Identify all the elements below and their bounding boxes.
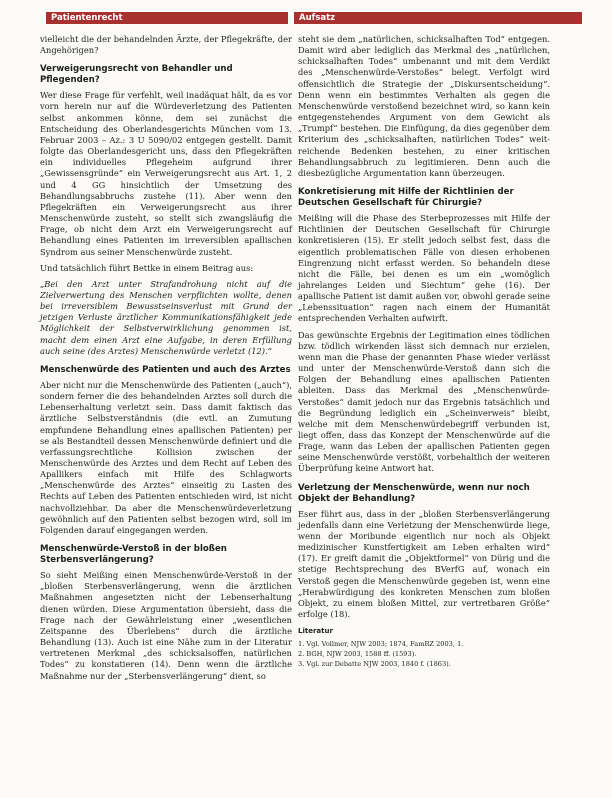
paragraph: Aber nicht nur die Menschenwürde des Patienten („auch“), sondern ferner die des behandelnden Arztes soll durch die Lebenserhaltung verletzt sein. Dass damit faktisch das ärztliche Selbstverständnis (die evtl. an Zumutung empfundene Behandlung eines apallischen Patienten) per se als Bestandteil dessen Menschenwürde definiert und die verfassungsrechtliche Kollision zwischen der Menschenwürde des Arztes und dem Recht auf Leben des Apallikers einfach mit Hilfe des Schlagworts „Menschenwürde des Arztes“ einseitig zu Lasten des Rechts auf Leben des Patienten entschieden wird, ist nicht nachvollziehbar. Da aber die Menschenwürdeverletzung gewöhnlich auf den Patienten selbst bezogen wird, soll im Folgenden darauf eingegangen werden. [40,379,292,535]
literature-list [298,640,550,669]
right-column [298,34,550,670]
section-heading: Verletzung der Menschenwürde, wenn nur noch Objekt der Behandlung? [298,482,530,504]
literature-item: 1. Vgl. Vollmer, NJW 2003; 1874, FamRZ 2003, 1. [298,640,464,649]
paragraph: Und tatsächlich führt Bettke in einem Beitrag aus: [40,262,254,273]
right-intro: steht sie dem „natürlichen, schicksalhaften Tod“ entgegen. Damit wird aber lediglich das Merkmal des „natürlichen, schicksalhaften Todes“ umbenannt und mit dem Verdikt des „Menschenwürde-Verstoßes“ belegt. Verfolgt wird offensichtlich die Strategie der „Diskursentscheidung“. Denn wenn ein bestimmtes Verhalten als gegen die Menschenwürde verstoßend bezeichnet wird, so kann kein entgegenstehendes Argument von dem Gewicht als „Trumpf“ bestehen. Die Einfügung, da dies gegenüber dem Kriterium des „schicksalhaften, natürlichen Todes“ weit-reichende Bedenken bestehen, zu einer kritischen Behandlungsabbruch zu legitimieren. Denn auch die diesbezügliche Argumentation kann überzeugen. [298,34,550,178]
category-bar [294,12,582,24]
block-quote: „Bei den Arzt unter Strafandrohung nicht auf die Zielverwertung des Menschen verpflichten wollte, denen bei irreversiblem Bewusstseinsverlust mit Grund der jetzigen Verluste ärztlicher Kommunikationsfähigkeit jede Möglichkeit der Selbstverwirklichung genommen ist, macht dem einen Arzt eine Aufgabe, in deren Erfüllung auch seine (des Arztes) Menschenwürde verletzt (12).“ [40,278,292,356]
left-intro: vielleicht die der behandelnden Ärzte, der Pflegekräfte, der Angehörigen? [40,34,292,56]
paragraph: Eser führt aus, dass in der „bloßen Sterbensverlängerung jedenfalls dann eine Verletzung der Menschenwürde liege, wenn der Moribunde eigentlich nur noch als Objekt medizinischer Kunstfertigkeit am Leben erhalten wird“ (17). Er greift damit die „Objektformel“ von Dürig und die stetige Rechtsprechung des BVerfG auf, wonach ein Verstoß gegen die Menschenwürde gegeben ist, wenn eine „Herabwürdigung des konkreten Menschen zum bloßen Objekt, zu einem bloßen Mittel, zur vertretbaren Größe“ erfolge (18). [298,508,550,620]
left-column [40,34,292,687]
section-heading: Konkretisierung mit Hilfe der Richtlinien der Deutschen Gesellschaft für Chirurgie? [298,187,514,209]
page-header [46,10,582,28]
section-heading: Verweigerungsrecht von Behandler und Pflegenden? [40,64,233,86]
section-heading: Menschenwürde des Patienten und auch des Arztes [40,364,291,375]
section-heading: Menschenwürde-Verstoß in der bloßen Sterbensverlängerung? [40,544,227,566]
paragraph: Meißing will die Phase des Sterbeprozesses mit Hilfe der Richtlinien der Deutschen Gesellschaft für Chirurgie konkretisieren (15). Er stellt jedoch selbst fest, dass die eigentlich problematischen Fälle von diesen erhobenen Eingrenzung nicht erfasst werden. So behandeln diese nicht die Fälle, bei denen es um ein „womöglich jahrelanges Leiden und Siechtum“ gehe (16). Der apallische Patient ist damit außen vor, obwohl gerade seine „Lebenssituation“ ragen nach einem der Humanität entsprechenden Verhalten aufwirft. [298,213,550,324]
literature-item: 3. Vgl. zur Debatte NJW 2003, 1840 f. (1863). [298,659,451,668]
paragraph: Das gewünschte Ergebnis der Legitimation eines tödlichen bzw. tödlich wirkenden lässt sich demnach nur erzielen, wenn man die Phase der genannten Phase wieder verlässt und unter der Menschenwürde-Verstoß dann sich die Folgen der Behandlung eines apallischen Patienten ableiten. Dass das Merkmal des „Menschenwürde-Verstoßes“ damit jedoch nur das Ergebnis tatsächlich und die Begründung lediglich ein „Scheinverweis“ bleibt, welche mit dem Menschenwürdebegriff verbunden ist, liegt offen, dass das Konzept der Menschenwürde auf die Frage, wann das Leben der apallischen Patienten gegen seine Menschenwürde verstößt, vorbehaltlich der weiteren Überprüfung keine Antwort hat. [298,329,550,474]
literature-title: Literatur [298,627,333,636]
literature-item: 2. BGH, NJW 2003, 1588 ff. (1593). [298,650,417,659]
category-label: Aufsatz [299,13,336,23]
paragraph: Wer diese Frage für verfehlt, weil inadäquat hält, da es vor vorn herein nur auf die Würdeverletzung des Patienten selbst ankommen könne, dem sei zunächst die Entscheidung des Oberlandesgerichts München vom 13. Februar 2003 – Az.: 3 U 5090/02 entgegen gestellt. Damit folgte das Oberlandesgericht uns, dass den Pflegekräften ein individuelles Pflegeheim aufgrund ihrer „Gewissensgründe“ ein Verweigerungsrecht aus Art. 1, 2 und 4 GG hinsichtlich der Umsetzung des Behandlungsabbruchs zustehe (11). Aber wenn den Pflegekräften ein Verweigerungsrecht aus ihrer Menschenwürde zusteht, so stellt sich zwangsläufig die Frage, ob nicht dem Arzt ein Verweigerungsrecht auf Behandlung eines Patienten im irreversiblen apallischen Syndrom aus seiner Menschenwürde zusteht. [40,90,292,257]
paragraph: So sieht Meißing einen Menschenwürde-Verstoß in der „bloßen Sterbensverlängerung, wenn die ärztlichen Maßnahmen angesetzten nicht der Lebenserhaltung dienen würden. Diese Argumentation übersieht, dass die Frage nach der Gewährleistung einer „wesentlichen Zeitspanne des Überlebens“ durch die ärztliche Behandlung (13). Auch ist eine Nähe zum in der Literatur vertretenen Merkmal „des schicksalsoffen, natürlichen Todes“ zu konstatieren (14). Denn wenn die ärztliche Maßnahme nur der „Sterbensverlängerung“ dient, so [40,570,292,681]
section-label: Patientenrecht [51,13,123,23]
